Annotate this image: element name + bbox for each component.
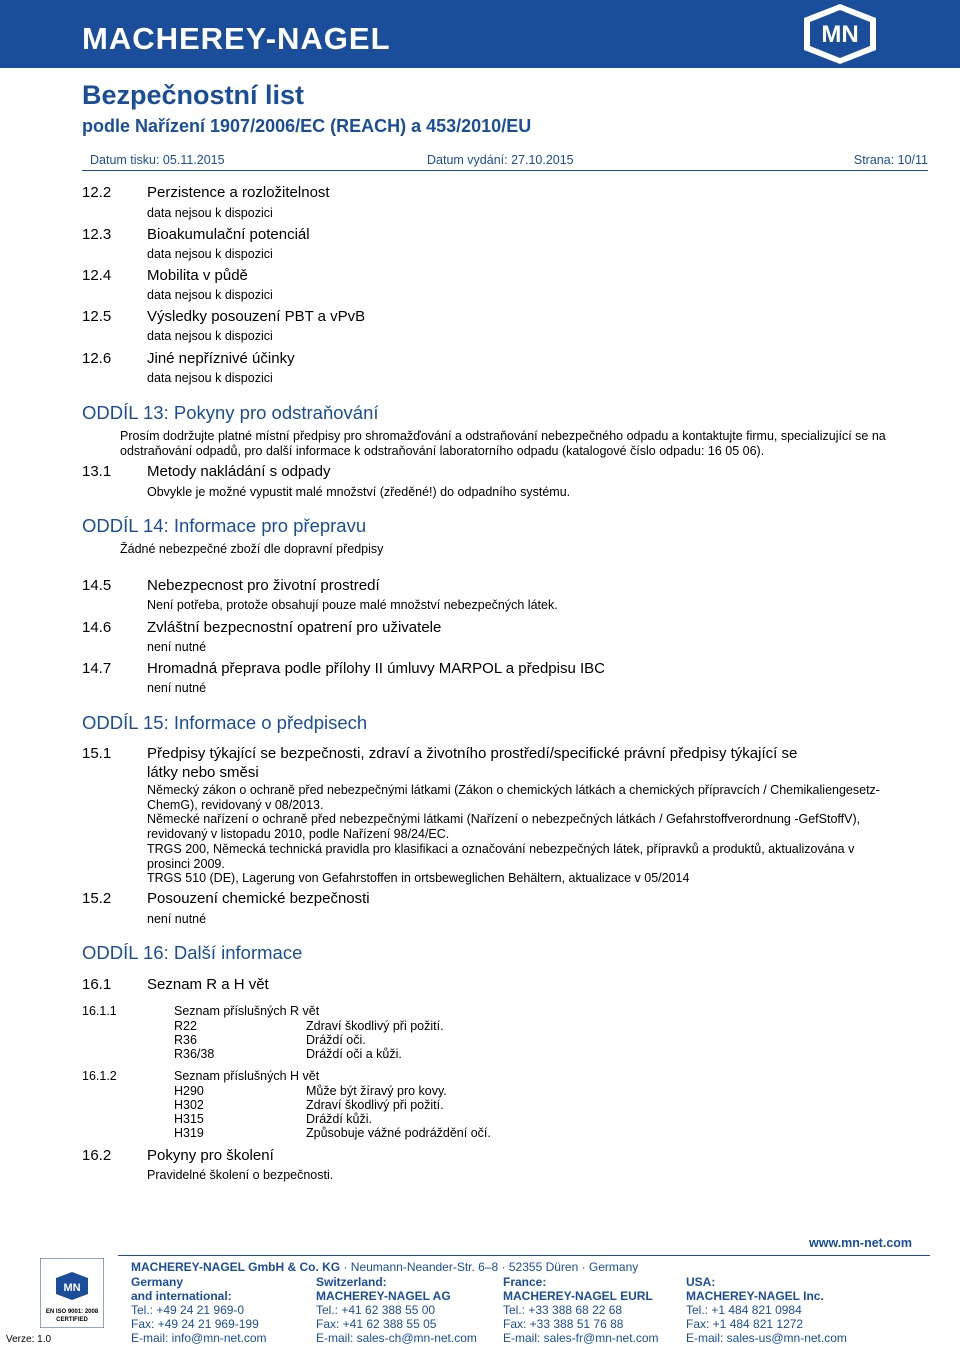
contact-heading: France: (503, 1275, 547, 1289)
subsection-number: 12.2 (82, 184, 112, 201)
h-code: H319 (174, 1126, 204, 1140)
subsection-title: Metody nakládání s odpady (147, 463, 331, 480)
subsection-title: Perzistence a rozložitelnost (147, 184, 330, 201)
h-text: Způsobuje vážné podráždění očí. (306, 1126, 491, 1140)
regulation-line: ChemG), revidovaný v 08/2013. (147, 797, 324, 812)
subsection-text: není nutné (147, 681, 207, 695)
r-text: Dráždí oči a kůži. (306, 1047, 402, 1061)
subsection-title: Bioakumulační potenciál (147, 226, 310, 243)
h-code: H315 (174, 1112, 204, 1126)
h-text: Může být žíravý pro kovy. (306, 1084, 447, 1098)
subsection-title: Výsledky posouzení PBT a vPvB (147, 308, 366, 325)
subsection-title: Pokyny pro školení (147, 1147, 274, 1164)
r-code: R22 (174, 1019, 197, 1033)
subsection-number: 12.5 (82, 308, 112, 325)
subsection-number: 14.6 (82, 619, 112, 636)
contact-tel: Tel.: +41 62 388 55 00 (316, 1303, 436, 1317)
subsection-number: 12.6 (82, 350, 112, 367)
h-phrases-number: 16.1.2 (82, 1069, 117, 1083)
r-phrases-number: 16.1.1 (82, 1004, 117, 1018)
section-heading-13: ODDÍL 13: Pokyny pro odstraňování (82, 402, 379, 423)
regulation-line: TRGS 200, Německá technická pravidla pro klasifikaci a označování nebezpečných látek, přípravků a produktů, aktualizována v (147, 841, 855, 856)
subsection-text: není nutné (147, 640, 207, 654)
subsection-number: 13.1 (82, 463, 112, 480)
regulation-line: Německý zákon o ochraně před nebezpečnými látkami (Zákon o chemických látkách a chemických přípravcích / Chemikaliengesetz- (147, 783, 880, 797)
iso-cert-badge (40, 1258, 104, 1328)
subsection-title: Seznam R a H vět (147, 976, 269, 993)
version-label: Verze: 1.0 (6, 1334, 52, 1345)
contact-subheading: MACHEREY-NAGEL Inc. (686, 1289, 824, 1303)
subsection-title: Hromadná přeprava podle přílohy II úmluvy MARPOL a předpisu IBC (147, 660, 605, 677)
h-text: Dráždí kůži. (306, 1112, 372, 1126)
subsection-title-cont: látky nebo směsi (147, 764, 259, 781)
subsection-text: data nejsou k dispozici (147, 288, 273, 302)
contact-tel: Tel.: +33 388 68 22 68 (503, 1303, 623, 1317)
issue-date: Datum vydání: 27.10.2015 (427, 153, 574, 167)
section-heading-14: ODDÍL 14: Informace pro přepravu (82, 515, 367, 536)
subsection-text: data nejsou k dispozici (147, 329, 273, 343)
subsection-number: 15.2 (82, 890, 112, 907)
regulation-list (147, 783, 880, 886)
subsection-text: data nejsou k dispozici (147, 206, 273, 220)
regulation-line: revidovaný v listopadu 2010, podle Nařízení 98/24/EC. (147, 827, 450, 842)
section-heading-15: ODDÍL 15: Informace o předpisech (82, 712, 368, 733)
subsection-title: Mobilita v půdě (147, 267, 248, 284)
contact-email[interactable]: E-mail: sales-ch@mn-net.com (316, 1331, 477, 1345)
subsection-text: Obvykle je možné vypustit malé množství (zředěné!) do odpadního systému. (147, 485, 571, 499)
section-heading-16: ODDÍL 16: Další informace (82, 942, 303, 963)
h-phrases-title: Seznam příslušných H vět (174, 1069, 320, 1083)
footer-rule (118, 1255, 930, 1256)
print-date: Datum tisku: 05.11.2015 (90, 153, 225, 167)
contact-fax: Fax: +1 484 821 1272 (686, 1317, 804, 1331)
website-link[interactable]: www.mn-net.com (809, 1236, 913, 1250)
subsection-text: není nutné (147, 912, 207, 926)
company-address: · Neumann-Neander-Str. 6–8 · 52355 Düren · Germany (340, 1260, 639, 1274)
subsection-title: Nebezpecnost pro životní prostredí (147, 577, 380, 594)
regulation-line: Německé nařízení o ochraně před nebezpečnými látkami (Nařízení o nebezpečných látkách / Gefahrstoffverordnung -GefStoffV), (147, 812, 861, 827)
cert-line-1: EN ISO 9001: 2008 (45, 1309, 99, 1315)
regulation-line: prosinci 2009. (147, 856, 225, 871)
subsection-title: Jiné nepříznivé účinky (147, 350, 295, 367)
company-line (131, 1260, 638, 1274)
r-code: R36 (174, 1033, 197, 1047)
contact-fax: Fax: +33 388 51 76 88 (503, 1317, 624, 1331)
contact-fax: Fax: +41 62 388 55 05 (316, 1317, 437, 1331)
contact-fax: Fax: +49 24 21 969-199 (131, 1317, 259, 1331)
subsection-text: Pravidelné školení o bezpečnosti. (147, 1168, 334, 1182)
subsection-number: 12.4 (82, 267, 112, 284)
subsection-number: 14.5 (82, 577, 112, 594)
subsection-number: 16.2 (82, 1147, 112, 1164)
company-name: MACHEREY-NAGEL GmbH & Co. KG (131, 1260, 341, 1274)
subsection-text: Není potřeba, protože obsahují pouze malé množství nebezpečných látek. (147, 598, 558, 612)
section-13-intro (120, 429, 920, 458)
section-14-intro: Žádné nebezpečné zboží dle dopravní předpisy (120, 542, 384, 556)
r-text: Zdraví škodlivý při požití. (306, 1019, 444, 1033)
contact-subheading: MACHEREY-NAGEL EURL (503, 1289, 653, 1303)
subsection-title: Posouzení chemické bezpečnosti (147, 890, 370, 907)
subsection-number: 16.1 (82, 976, 112, 993)
page-subtitle: podle Nařízení 1907/2006/EC (REACH) a 453/2010/EU (82, 116, 532, 136)
r-text: Dráždí oči. (306, 1033, 366, 1047)
contact-subheading: and international: (131, 1289, 232, 1303)
subsection-title: Zvláštní bezpecnostní opatrení pro uživatele (147, 619, 442, 636)
r-phrases-title: Seznam příslušných R vět (174, 1004, 320, 1018)
page-title: Bezpečnostní list (82, 80, 305, 110)
header-rule (82, 170, 928, 171)
contact-email[interactable]: E-mail: sales-us@mn-net.com (686, 1331, 847, 1345)
contact-tel: Tel.: +1 484 821 0984 (686, 1303, 802, 1317)
r-code: R36/38 (174, 1047, 215, 1061)
contact-heading: Switzerland: (316, 1275, 387, 1289)
cert-line-2: CERTIFIED (56, 1317, 88, 1323)
subsection-text: data nejsou k dispozici (147, 247, 273, 261)
subsection-number: 14.7 (82, 660, 112, 677)
contact-heading: Germany (131, 1275, 184, 1289)
contact-heading: USA: (686, 1275, 716, 1289)
brand-name: MACHEREY-NAGEL (82, 21, 391, 56)
logo-text: MN (821, 21, 859, 48)
regulation-line: TRGS 510 (DE), Lagerung von Gefahrstoffen in ortsbeweglichen Behältern, aktualizace v 05/2014 (147, 871, 690, 886)
mn-logo (780, 0, 900, 68)
contact-email[interactable]: E-mail: info@mn-net.com (131, 1331, 267, 1345)
page-number: Strana: 10/11 (853, 153, 928, 167)
h-code: H290 (174, 1084, 204, 1098)
contact-email[interactable]: E-mail: sales-fr@mn-net.com (503, 1331, 659, 1345)
contact-subheading: MACHEREY-NAGEL AG (316, 1289, 451, 1303)
h-text: Zdraví škodlivý při požití. (306, 1098, 444, 1112)
intro-line: odstraňování odpadů, pro další informace k odstraňování laboratorního odpadu (katalogové číslo odpadu: 16 05 06). (120, 443, 765, 458)
subsection-number: 15.1 (82, 745, 112, 762)
badge-logo-text: MN (63, 1282, 81, 1294)
subsection-number: 12.3 (82, 226, 112, 243)
subsection-title: Předpisy týkající se bezpečnosti, zdraví a životního prostředí/specifické právní předpisy týkající se (147, 745, 798, 762)
contact-tel: Tel.: +49 24 21 969-0 (131, 1303, 245, 1317)
intro-line: Prosím dodržujte platné místní předpisy pro shromažďování a odstraňování nebezpečného odpadu a kontaktujte firmu, specializující se na (120, 429, 886, 443)
subsection-text: data nejsou k dispozici (147, 371, 273, 385)
h-code: H302 (174, 1098, 204, 1112)
